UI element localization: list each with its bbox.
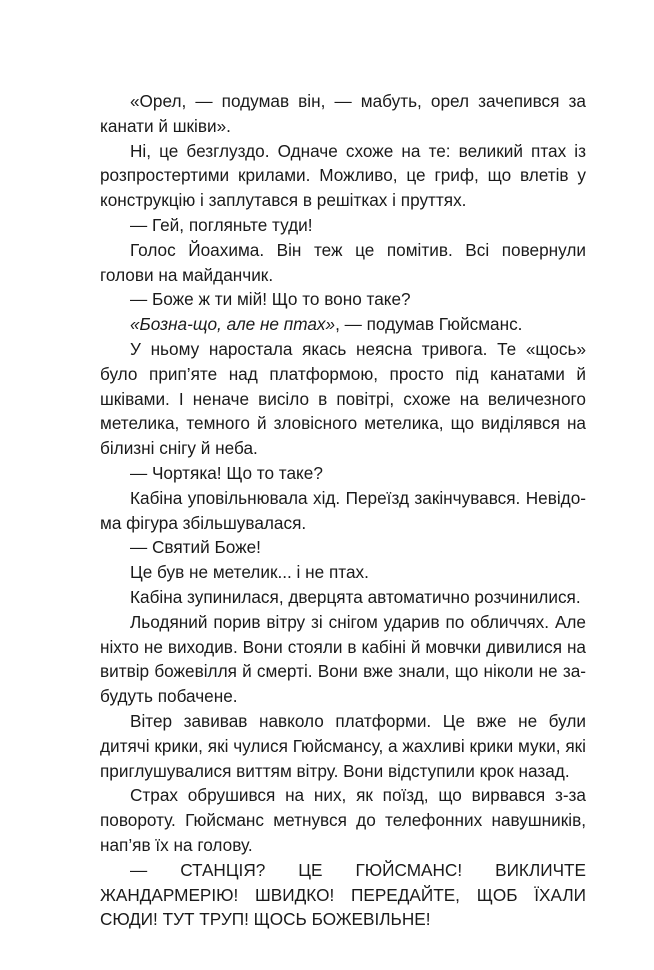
- paragraph-6: [100, 312, 586, 337]
- paragraph-10: — Святий Боже!: [130, 537, 261, 558]
- paragraph-5: — Боже ж ти мій! Що то воно таке?: [130, 289, 411, 310]
- paragraph-4: Голос Йоахима. Він теж це помітив. Всі повернули голови на майданчик.: [100, 239, 586, 285]
- paragraph-15: Страх обрушився на них, як поїзд, що вирвався з-за повороту. Гюйсманс метнувся до телефонних навушників, нап’яв їх на голову.: [100, 785, 586, 855]
- paragraph-9: Кабіна уповільнювала хід. Переїзд закінчувався. Невідома фігура збільшувалася.: [100, 487, 586, 533]
- paragraph-16: — СТАНЦІЯ? ЦЕ ГЮЙСМАНС! ВИКЛИЧТЕ ЖАНДАРМЕРІЮ! ШВИДКО! ПЕРЕДАЙТЕ, ЩОБ ЇХАЛИ СЮДИ! ТУТ ТРУП! ЩОСЬ БОЖЕВІЛЬНЕ!: [100, 859, 586, 930]
- paragraph-11: Це був не метелик... і не птах.: [130, 562, 369, 583]
- book-page: [100, 89, 586, 932]
- paragraph-7: У ньому наростала якась неясна тривога. Те «щось» було прип’яте над платформою, просто під канатами й шківами. І неначе висіло в повітрі, схоже на величезного метелика, темного й зловісного метелика, що виділявся на білизні снігу й неба.: [100, 338, 586, 459]
- paragraph-6-attribution: , — подумав Гюйсманс.: [335, 314, 523, 335]
- paragraph-2: Ні, це безглуздо. Одначе схоже на те: великий птах із розпростертими крилами. Можливо, це гриф, що влетів у конструкцію і заплутався в решітках і пруттях.: [100, 140, 586, 211]
- paragraph-1: «Орел, — подумав він, — мабуть, орел зачепився за канати й шківи».: [100, 91, 586, 136]
- paragraph-3: — Гей, погляньте туди!: [130, 214, 313, 235]
- paragraph-13: Льодяний порив вітру зі снігом ударив по обличчях. Але ніхто не виходив. Вони стояли в кабіні й мовчки дивилися на витвір божевілля й смерті. Вони вже знали, що ніколи не забудуть побачене.: [100, 611, 586, 707]
- paragraph-12: Кабіна зупинилася, дверцята автоматично розчинилися.: [130, 586, 581, 607]
- paragraph-8: — Чортяка! Що то таке?: [130, 462, 323, 483]
- paragraph-14: Вітер завивав навколо платформи. Це вже не були дитячі крики, які чулися Гюйсмансу, а жахливі крики муки, які приглушувалися виттям вітру. Вони відступили крок назад.: [100, 710, 586, 781]
- paragraph-6-thought: «Бозна-що, але не птах»: [130, 314, 336, 335]
